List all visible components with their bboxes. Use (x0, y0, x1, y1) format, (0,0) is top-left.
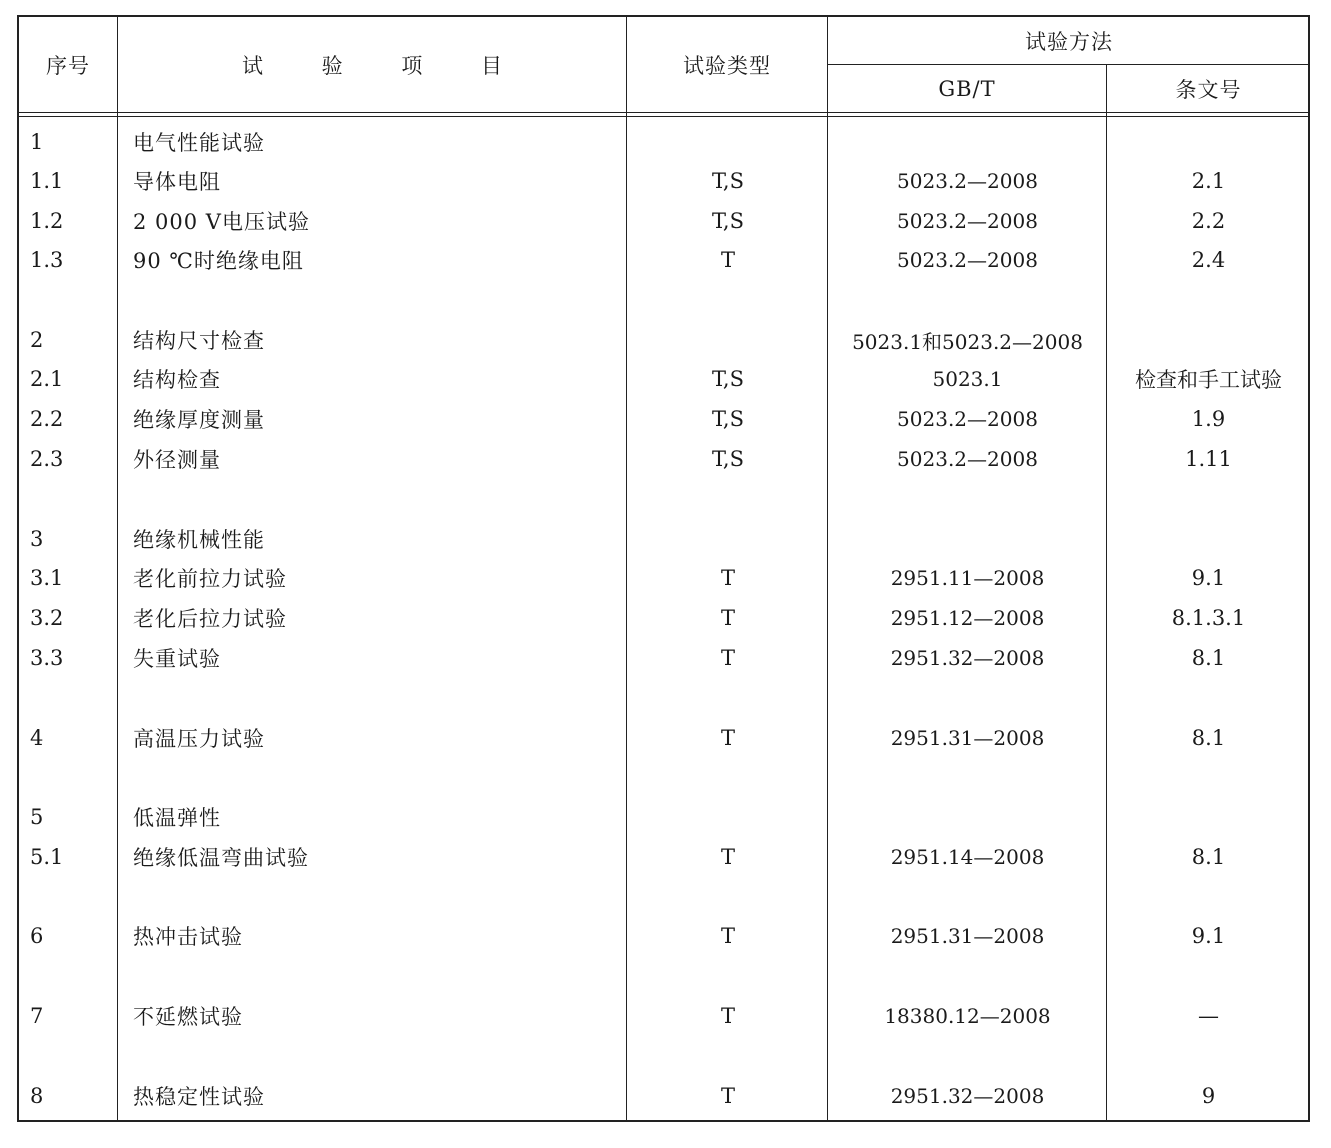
row-art: 8.1.3.1 (1171, 606, 1246, 630)
row-no: 2.3 (30, 447, 64, 471)
row-gb: 2951.14—2008 (890, 845, 1045, 869)
row-gb: 5023.2—2008 (897, 209, 1038, 233)
header-gbt: GB/T (938, 76, 996, 101)
row-art: 2.1 (1191, 169, 1226, 193)
row-no: 4 (30, 726, 44, 750)
row-item: 导体电阻 (133, 170, 221, 194)
row-no: 1.1 (30, 169, 64, 193)
row-type: T,S (712, 367, 744, 391)
row-art (1107, 797, 1310, 837)
row-gb (829, 797, 1106, 837)
row-type (628, 122, 828, 162)
row-art: 8.1 (1191, 646, 1226, 670)
col-divider (117, 15, 118, 1122)
row-item: 低温弹性 (133, 806, 221, 830)
row-type (628, 519, 828, 559)
row-art: 2.4 (1191, 248, 1226, 272)
row-art: 1.11 (1185, 447, 1232, 471)
row-no: 2.2 (30, 407, 64, 431)
row-type: T (720, 566, 735, 590)
row-art: 1.9 (1191, 407, 1226, 431)
row-art (1107, 519, 1310, 559)
row-item: 热稳定性试验 (133, 1085, 265, 1109)
row-type: T,S (712, 447, 744, 471)
row-item: 老化前拉力试验 (133, 567, 287, 591)
row-type: T (720, 845, 735, 869)
row-type: T,S (712, 209, 744, 233)
row-gb (829, 519, 1106, 559)
row-art: 2.2 (1191, 209, 1226, 233)
row-gb: 2951.31—2008 (890, 726, 1045, 750)
row-item: 绝缘机械性能 (133, 528, 265, 552)
row-no: 3.2 (30, 606, 64, 630)
row-item: 高温压力试验 (133, 727, 265, 751)
row-gb (829, 122, 1106, 162)
header-no: 序号 (46, 53, 90, 78)
row-gb: 5023.2—2008 (897, 407, 1038, 431)
row-gb: 5023.2—2008 (897, 447, 1038, 471)
col-divider (626, 15, 627, 1122)
row-gb: 5023.1和5023.2—2008 (852, 329, 1083, 354)
header-item: 试 验 项 目 (241, 53, 529, 78)
header-rule (17, 116, 1310, 117)
row-item: 结构尺寸检查 (133, 329, 265, 353)
row-no: 3 (30, 527, 44, 551)
row-item: 90 ℃时绝缘电阻 (133, 249, 304, 273)
row-art: 检查和手工试验 (1135, 368, 1282, 392)
row-no: 1.2 (30, 209, 64, 233)
row-art (1107, 320, 1310, 360)
row-no: 3.3 (30, 646, 64, 670)
row-item: 不延燃试验 (133, 1005, 243, 1029)
row-item: 绝缘厚度测量 (133, 408, 265, 432)
row-no: 5 (30, 805, 44, 829)
row-item: 2 000 V电压试验 (133, 210, 310, 234)
row-item: 失重试验 (133, 647, 221, 671)
row-type: T (720, 606, 735, 630)
row-type: T,S (712, 169, 744, 193)
row-item: 结构检查 (133, 368, 221, 392)
header-method: 试验方法 (1025, 29, 1113, 54)
row-art: 8.1 (1191, 845, 1226, 869)
row-item: 热冲击试验 (133, 925, 243, 949)
row-art: — (1198, 1004, 1219, 1028)
row-no: 7 (30, 1004, 44, 1028)
row-gb: 5023.1 (932, 367, 1003, 391)
header-type: 试验类型 (683, 53, 771, 78)
row-no: 1.3 (30, 248, 64, 272)
row-no: 2 (30, 328, 44, 352)
row-art: 9.1 (1191, 566, 1226, 590)
row-type (628, 797, 828, 837)
row-no: 2.1 (30, 367, 64, 391)
row-art (1107, 122, 1310, 162)
row-gb: 2951.32—2008 (890, 646, 1045, 670)
header-rule (17, 112, 1310, 113)
row-no: 3.1 (30, 566, 64, 590)
row-art: 8.1 (1191, 726, 1226, 750)
header-article: 条文号 (1175, 77, 1242, 102)
row-item: 绝缘低温弯曲试验 (133, 846, 309, 870)
row-type: T,S (712, 407, 744, 431)
row-type: T (720, 1084, 735, 1108)
row-no: 5.1 (30, 845, 64, 869)
row-art: 9.1 (1191, 924, 1226, 948)
row-no: 8 (30, 1084, 44, 1108)
row-gb: 2951.32—2008 (890, 1084, 1045, 1108)
row-art: 9 (1201, 1084, 1216, 1108)
row-item: 老化后拉力试验 (133, 607, 287, 631)
row-gb: 5023.2—2008 (897, 248, 1038, 272)
row-gb: 2951.12—2008 (890, 606, 1045, 630)
row-type: T (720, 1004, 735, 1028)
row-item: 电气性能试验 (133, 131, 265, 155)
row-type: T (720, 726, 735, 750)
row-type (628, 320, 828, 360)
row-gb: 18380.12—2008 (884, 1004, 1051, 1028)
row-item: 外径测量 (133, 448, 221, 472)
row-no: 6 (30, 924, 44, 948)
row-no: 1 (30, 130, 44, 154)
row-type: T (720, 646, 735, 670)
row-type: T (720, 248, 735, 272)
row-gb: 5023.2—2008 (897, 169, 1038, 193)
row-gb: 2951.31—2008 (890, 924, 1045, 948)
row-gb: 2951.11—2008 (890, 566, 1045, 590)
row-type: T (720, 924, 735, 948)
